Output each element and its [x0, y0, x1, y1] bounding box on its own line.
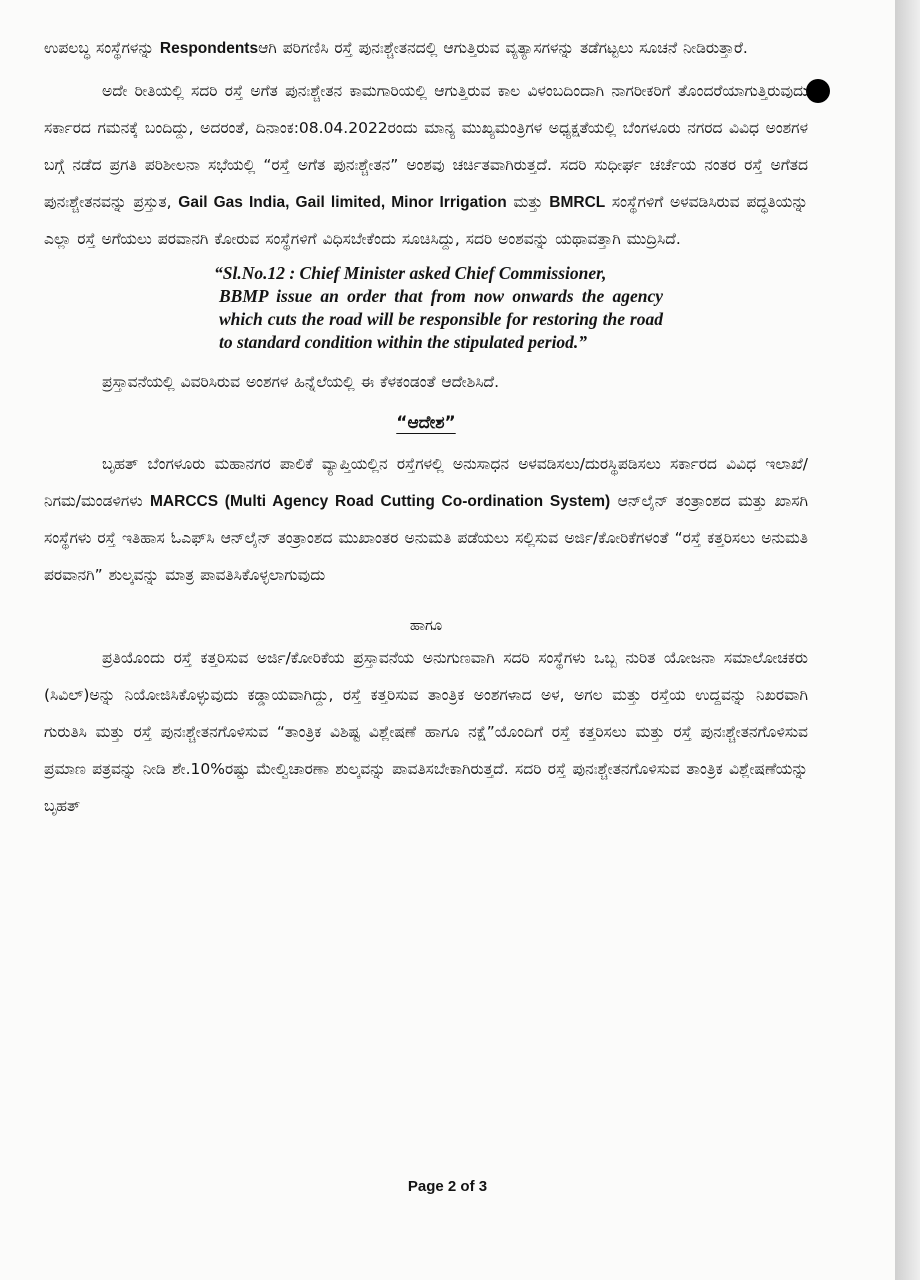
para2-bmrcl: BMRCL — [549, 194, 606, 211]
para1-text-a: ಉಪಲಬ್ಧ ಸಂಸ್ಥೆಗಳನ್ನು — [44, 39, 160, 57]
quote-body: BBMP issue an order that from now onwards the agency which cuts the road will be responsible for restoring the road to standard condition within the stipulated period.” — [219, 286, 663, 352]
para2-text-g: ಸಂಸ್ಥೆಗಳಿಗೆ ಅಳವಡಿಸಿರುವ ಪದ್ಧತಿಯನ್ನು ಎಲ್ಲಾ ರಸ್ತೆ ಅಗೆಯಲು ಪರವಾನಗಿ ಕೋರುವ ಸಂಸ್ಥೆಗಳಿಗೆ ವಿಧಿಸಬೇಕೆಂದು ಸೂಚಿಸಿದ್ದು, ಸದರಿ ಅಂಶವನ್ನು ಯಥಾವತ್ತಾಗಿ ಮುದ್ರಿಸಿದೆ. — [44, 193, 808, 248]
paragraph-marccs — [44, 446, 808, 594]
para2-agencies: Gail Gas India, Gail limited, Minor Irrigation — [178, 194, 507, 211]
quoted-minutes — [214, 262, 663, 354]
para2-text-a: ಅದೇ ರೀತಿಯಲ್ಲಿ ಸದರಿ ರಸ್ತೆ ಅಗೆತ ಪುನಃಶ್ಚೇತನ ಕಾಮಗಾರಿಯಲ್ಲಿ ಆಗುತ್ತಿರುವ ಕಾಲ ವಿಳಂಬದಿಂದಾಗಿ ನಾಗರೀಕರಿಗೆ ತೊಂದರೆಯಾಗುತ್ತಿರುವುದು ಸರ್ಕಾರದ ಗಮನಕ್ಕೆ ಬಂದಿದ್ದು, ಅದರಂತೆ, ದಿನಾಂಕ: — [44, 82, 808, 137]
document-body — [44, 30, 808, 825]
haagu-connector: ಹಾಗೂ — [409, 618, 443, 634]
page-number: Page 2 of 3 — [407, 1178, 488, 1195]
ink-dot-mark — [806, 79, 830, 103]
paragraph-respondents — [44, 30, 808, 67]
para2-date: 08.04.2022 — [298, 119, 388, 137]
para2-text-c: ರಂದು ಮಾನ್ಯ ಮುಖ್ಯಮಂತ್ರಿಗಳ ಅಧ್ಯಕ್ಷತೆಯಲ್ಲಿ ಬೆಂಗಳೂರು ನಗರದ ವಿವಿಧ ಅಂಶಗಳ ಬಗ್ಗೆ ನಡೆದ ಪ್ರಗತಿ ಪರಿಶೀಲನಾ ಸಭೆಯಲ್ಲಿ “ರಸ್ತೆ ಅಗೆತ ಪುನಃಶ್ಚೇತನ” ಅಂಶವು ಚರ್ಚಿತವಾಗಿರುತ್ತದೆ. ಸದರಿ ಸುಧೀರ್ಘ ಚರ್ಚೆಯ ನಂತರ ರಸ್ತೆ ಅಗೆತದ ಪುನಃಶ್ಚೇತನವನ್ನು ಪ್ರಸ್ತುತ, — [44, 119, 808, 211]
order-lead-line: ಪ್ರಸ್ತಾವನೆಯಲ್ಲಿ ವಿವರಿಸಿರುವ ಅಂಶಗಳ ಹಿನ್ನೆಲೆಯಲ್ಲಿ ಈ ಕೆಳಕಂಡಂತೆ ಆದೇಶಿಸಿದೆ. — [102, 373, 499, 391]
order-title: “ಆದೇಶ” — [396, 413, 456, 433]
page-edge-shadow — [895, 0, 920, 1280]
para2-text-e: ಮತ್ತು — [506, 193, 550, 211]
para3-text-c: ಆನ್‌ಲೈನ್ ತಂತ್ರಾಂಶದ ಮತ್ತು ಖಾಸಗಿ ಸಂಸ್ಥೆಗಳು ರಸ್ತೆ ಇತಿಹಾಸ ಓಎಫ್‌ಸಿ ಆನ್‌ಲೈನ್ ತಂತ್ರಾಂಶದ ಮುಖಾಂತರ ಅನುಮತಿ ಪಡೆಯಲು ಸಲ್ಲಿಸುವ ಅರ್ಜಿ/ಕೋರಿಕೆಗಳಂತೆ “ರಸ್ತೆ ಕತ್ತರಿಸಲು ಅನುಮತಿ ಪರವಾನಗಿ” ಶುಲ್ಕವನ್ನು ಮಾತ್ರ ಪಾವತಿಸಿಕೊಳ್ಳಲಾಗುವುದು — [44, 492, 808, 584]
para3-text-a: ಬೃಹತ್ ಬೆಂಗಳೂರು ಮಹಾನಗರ ಪಾಲಿಕೆ ವ್ಯಾಪ್ತಿಯಲ್ಲಿನ ರಸ್ತೆಗಳಲ್ಲಿ ಅನುಸಾಧನ ಅಳವಡಿಸಲು/ದುರಸ್ಥಿಪಡಿಸಲು ಸರ್ಕಾರದ ವಿವಿಧ ಇಲಾಖೆ/ನಿಗಮ/ಮಂಡಳಿಗಳು — [44, 455, 808, 510]
para3-marccs: MARCCS (Multi Agency Road Cutting Co-ordination System) — [150, 493, 611, 510]
para4-text: ಪ್ರತಿಯೊಂದು ರಸ್ತೆ ಕತ್ತರಿಸುವ ಅರ್ಜಿ/ಕೋರಿಕೆಯ ಪ್ರಸ್ತಾವನೆಯ ಅನುಗುಣವಾಗಿ ಸದರಿ ಸಂಸ್ಥೆಗಳು ಒಬ್ಬ ನುರಿತ ಯೋಜನಾ ಸಮಾಲೋಚಕರು (ಸಿವಿಲ್)ಅನ್ನು ನಿಯೋಜಿಸಿಕೊಳ್ಳುವುದು ಕಡ್ಡಾಯವಾಗಿದ್ದು, ರಸ್ತೆ ಕತ್ತರಿಸುವ ತಾಂತ್ರಿಕ ಅಂಶಗಳಾದ ಅಳ, ಅಗಲ ಮತ್ತು ರಸ್ತೆಯ ಉದ್ದವನ್ನು ನಿಖರವಾಗಿ ಗುರುತಿಸಿ ಮತ್ತು ರಸ್ತೆ ಪುನಃಶ್ಚೇತನಗೊಳಿಸುವ “ತಾಂತ್ರಿಕ ವಿಶಿಷ್ಟ ವಿಶ್ಲೇಷಣೆ ಹಾಗೂ ನಕ್ಷೆ”ಯೊಂದಿಗೆ ರಸ್ತೆ ಕತ್ತರಿಸಲು ಮತ್ತು ರಸ್ತೆ ಪುನಃಶ್ಚೇತನಗೊಳಿಸುವ ಪ್ರಮಾಣ ಪತ್ರವನ್ನು ನೀಡಿ ಶೇ.10%ರಷ್ಟು ಮೇಲ್ವಿಚಾರಣಾ ಶುಲ್ಕವನ್ನು ಪಾವತಿಸಬೇಕಾಗಿರುತ್ತದೆ. ಸದರಿ ರಸ್ತೆ ಪುನಃಶ್ಚೇತನಗೊಳಿಸುವ ತಾಂತ್ರಿಕ ವಿಶ್ಲೇಷಣೆಯನ್ನು ಬೃಹತ್ — [44, 649, 808, 815]
paragraph-meeting-discussion — [44, 73, 808, 258]
para1-text-c: ಆಗಿ ಪರಿಗಣಿಸಿ ರಸ್ತೆ ಪುನಃಶ್ಚೇತನದಲ್ಲಿ ಆಗುತ್ತಿರುವ ವ್ಯತ್ಯಾಸಗಳನ್ನು ತಡೆಗಟ್ಟಲು ಸೂಚನೆ ನೀಡಿರುತ್ತಾರೆ. — [258, 39, 748, 57]
quote-first-line: “Sl.No.12 : Chief Minister asked Chief Commissioner, — [214, 263, 607, 283]
para1-respondents: Respondents — [159, 40, 259, 57]
paragraph-consultant — [44, 640, 808, 825]
